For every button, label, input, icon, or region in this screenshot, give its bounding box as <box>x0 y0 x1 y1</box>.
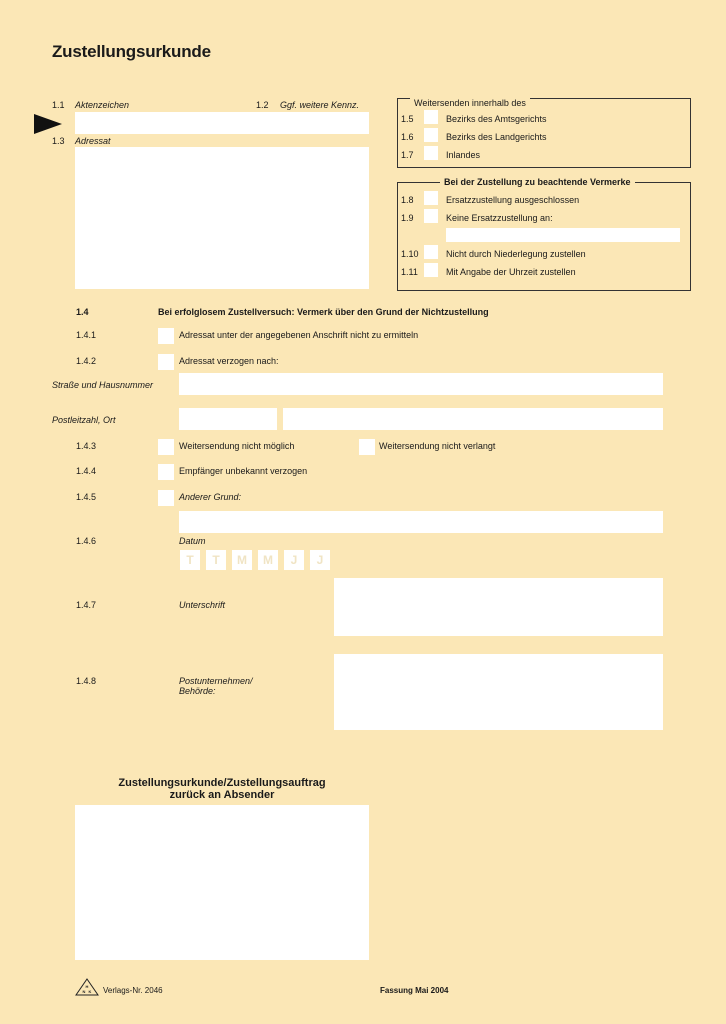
notes-item-number: 1.9 <box>401 213 414 223</box>
addressee-moved-checkbox[interactable] <box>158 354 174 370</box>
forward-not-possible-checkbox[interactable] <box>158 439 174 455</box>
item-1-4-4-number: 1.4.4 <box>76 466 97 476</box>
svg-text:H: H <box>85 984 89 989</box>
return-heading <box>75 777 369 801</box>
forward-not-requested-checkbox[interactable] <box>359 439 375 455</box>
forward-item-number: 1.7 <box>401 150 414 160</box>
street-label: Straße und Hausnummer <box>52 380 154 390</box>
return-heading-line1: Zustellungsurkunde/Zustellungsauftrag <box>118 777 326 789</box>
section-1-4-heading: Bei erfolglosem Zustellversuch: Vermerk über den Grund der Nichtzustellung <box>158 307 489 317</box>
date-day-digit[interactable]: T <box>206 550 226 570</box>
forward-inland-checkbox[interactable] <box>424 146 438 160</box>
adressat-field[interactable] <box>75 147 369 289</box>
item-1-4-1-label: Adressat unter der angegebenen Anschrift nicht zu ermitteln <box>179 330 419 340</box>
with-time-checkbox[interactable] <box>424 263 438 277</box>
forward-item-label: Bezirks des Landgerichts <box>446 132 547 142</box>
item-1-4-7-label: Unterschrift <box>179 600 226 610</box>
page-title: Zustellungsurkunde <box>52 42 211 61</box>
date-year-digit[interactable]: J <box>310 550 330 570</box>
arrow-right-icon <box>34 114 62 134</box>
notes-item-number: 1.10 <box>401 249 419 259</box>
notes-box-legend: Bei der Zustellung zu beachtende Vermerke <box>440 177 635 187</box>
signature-field[interactable] <box>334 578 663 636</box>
forward-box-legend: Weitersenden innerhalb des <box>410 98 530 108</box>
forward-item-number: 1.6 <box>401 132 414 142</box>
no-deposit-checkbox[interactable] <box>424 245 438 259</box>
date-month-digit[interactable]: M <box>258 550 278 570</box>
date-month-digit[interactable]: M <box>232 550 252 570</box>
return-address-field[interactable] <box>75 805 369 960</box>
city-field[interactable] <box>283 408 663 430</box>
item-1-4-3-label-a: Weitersendung nicht möglich <box>179 441 295 451</box>
forward-item-label: Inlandes <box>446 150 481 160</box>
forward-amtsgericht-checkbox[interactable] <box>424 110 438 124</box>
publisher-logo-icon <box>75 978 99 996</box>
item-1-4-7-number: 1.4.7 <box>76 600 97 610</box>
date-year-digit[interactable]: J <box>284 550 304 570</box>
item-1-4-6-number: 1.4.6 <box>76 536 97 546</box>
notes-item-label: Mit Angabe der Uhrzeit zustellen <box>446 267 576 277</box>
item-1-4-8-number: 1.4.8 <box>76 676 97 686</box>
recipient-unknown-checkbox[interactable] <box>158 464 174 480</box>
adressat-label: Adressat <box>75 136 111 146</box>
postal-code-field[interactable] <box>179 408 277 430</box>
aktenzeichen-field[interactable] <box>75 112 369 134</box>
item-1-4-2-label: Adressat verzogen nach: <box>179 356 279 366</box>
item-1-4-8-label-line2: Behörde: <box>179 686 216 696</box>
item-1-4-8-label-line1: Postunternehmen/ <box>179 676 253 686</box>
no-substitute-to-field[interactable] <box>446 228 680 242</box>
aktenzeichen-label: Aktenzeichen <box>75 100 130 110</box>
svg-text:K: K <box>88 989 92 994</box>
weitere-kennz-number: 1.2 <box>256 100 269 110</box>
item-1-4-4-label: Empfänger unbekannt verzogen <box>179 466 308 476</box>
notes-item-number: 1.11 <box>401 267 418 277</box>
date-day-digit[interactable]: T <box>180 550 200 570</box>
postal-label: Postleitzahl, Ort <box>52 415 116 425</box>
item-1-4-5-label: Anderer Grund: <box>179 492 242 502</box>
other-reason-checkbox[interactable] <box>158 490 174 506</box>
svg-text:N: N <box>82 989 86 994</box>
item-1-4-1-number: 1.4.1 <box>76 330 97 340</box>
item-1-4-2-number: 1.4.2 <box>76 356 97 366</box>
other-reason-field[interactable] <box>179 511 663 533</box>
no-substitute-delivery-checkbox[interactable] <box>424 191 438 205</box>
return-heading-line2: zurück an Absender <box>169 789 275 801</box>
section-1-4-number: 1.4 <box>76 307 89 317</box>
postal-company-field[interactable] <box>334 654 663 730</box>
forward-landgericht-checkbox[interactable] <box>424 128 438 142</box>
notes-item-label: Nicht durch Niederlegung zustellen <box>446 249 586 259</box>
no-substitute-to-checkbox[interactable] <box>424 209 438 223</box>
notes-item-number: 1.8 <box>401 195 414 205</box>
street-field[interactable] <box>179 373 663 395</box>
notes-item-label: Keine Ersatzzustellung an: <box>446 213 553 223</box>
weitere-kennz-label: Ggf. weitere Kennz. <box>280 100 360 110</box>
adressat-number: 1.3 <box>52 136 65 146</box>
form-version: Fassung Mai 2004 <box>380 986 449 995</box>
aktenzeichen-number: 1.1 <box>52 100 65 110</box>
item-1-4-3-label-b: Weitersendung nicht verlangt <box>379 441 496 451</box>
item-1-4-6-label: Datum <box>179 536 206 546</box>
addressee-not-found-checkbox[interactable] <box>158 328 174 344</box>
forward-item-number: 1.5 <box>401 114 414 124</box>
forward-item-label: Bezirks des Amtsgerichts <box>446 114 547 124</box>
notes-item-label: Ersatzzustellung ausgeschlossen <box>446 195 580 205</box>
item-1-4-3-number: 1.4.3 <box>76 441 97 451</box>
publisher-number: Verlags-Nr. 2046 <box>103 986 163 995</box>
item-1-4-5-number: 1.4.5 <box>76 492 97 502</box>
